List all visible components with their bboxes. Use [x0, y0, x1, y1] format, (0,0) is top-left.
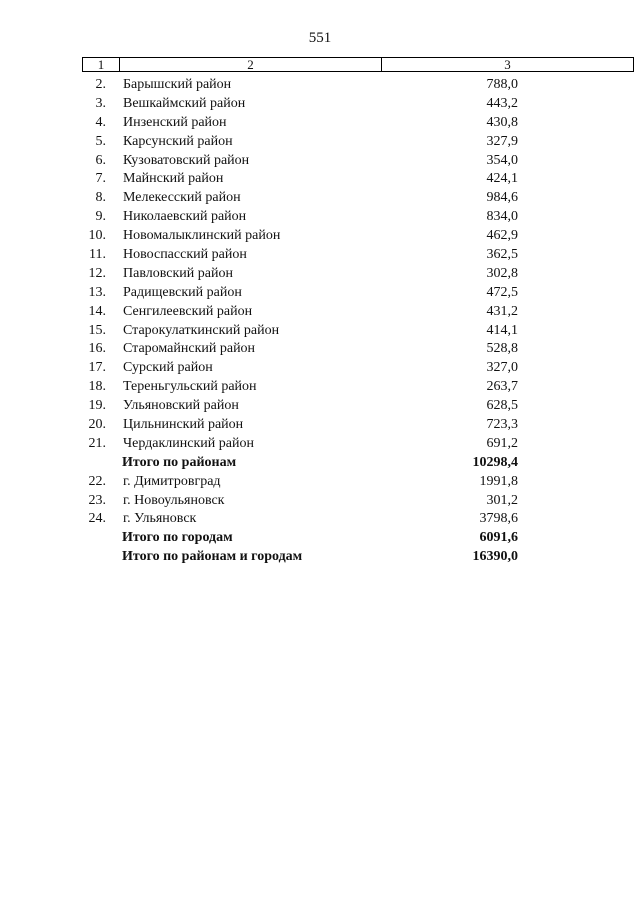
row-value: 6091,6	[479, 530, 518, 546]
total-row	[82, 529, 634, 548]
row-number: 19.	[88, 398, 106, 414]
row-name: Старомайнский район	[123, 341, 256, 357]
row-number: 5.	[95, 133, 106, 149]
row-number: 8.	[95, 190, 106, 206]
row-value: 302,8	[486, 265, 518, 281]
row-value: 1991,8	[479, 473, 518, 489]
row-name: Итого по районам	[122, 454, 237, 470]
row-number: 9.	[95, 209, 106, 225]
row-value: 263,7	[486, 379, 518, 395]
row-value: 984,6	[486, 190, 518, 206]
table-body	[82, 76, 634, 567]
row-value: 3798,6	[479, 511, 518, 527]
table-row	[82, 265, 634, 284]
row-value: 431,2	[486, 303, 518, 319]
row-number: 17.	[88, 360, 106, 376]
row-name: Сурский район	[123, 360, 213, 376]
row-number: 16.	[88, 341, 106, 357]
row-name: Кузоватовский район	[123, 152, 250, 168]
table-row	[82, 76, 634, 95]
row-name: Ульяновский район	[123, 398, 239, 414]
row-value: 788,0	[486, 77, 518, 92]
table-row	[82, 435, 634, 454]
row-value: 414,1	[486, 322, 518, 338]
row-value: 301,2	[486, 492, 518, 508]
row-number: 20.	[88, 417, 106, 433]
row-value: 362,5	[486, 247, 518, 263]
row-name: Николаевский район	[123, 209, 247, 225]
row-name: Старокулаткинский район	[123, 322, 280, 338]
row-value: 327,0	[486, 360, 518, 376]
row-value: 10298,4	[472, 454, 518, 470]
row-number: 21.	[88, 435, 106, 451]
table-row	[82, 133, 634, 152]
row-name: Новомалыклинский район	[123, 228, 281, 244]
table-row	[82, 322, 634, 341]
row-name: г. Димитровград	[123, 473, 221, 489]
row-number: 4.	[95, 114, 106, 130]
header-column-2: 2	[120, 58, 382, 71]
table-row	[82, 95, 634, 114]
row-name: Сенгилеевский район	[123, 303, 253, 319]
row-name: Вешкаймский район	[123, 95, 246, 111]
row-number: 23.	[88, 492, 106, 508]
row-name: Барышский район	[123, 77, 232, 92]
table-row	[82, 510, 634, 529]
row-number: 6.	[95, 152, 106, 168]
header-column-1: 1	[83, 58, 120, 71]
row-name: г. Новоульяновск	[123, 492, 225, 508]
table-header	[82, 57, 634, 72]
table-row	[82, 397, 634, 416]
row-number: 2.	[95, 77, 106, 92]
row-value: 327,9	[486, 133, 518, 149]
row-name: Мелекесский район	[123, 190, 241, 206]
table-row	[82, 189, 634, 208]
row-number: 13.	[88, 284, 106, 300]
row-number: 22.	[88, 473, 106, 489]
table-row	[82, 170, 634, 189]
row-number: 15.	[88, 322, 106, 338]
row-number: 18.	[88, 379, 106, 395]
row-name: Инзенский район	[123, 114, 227, 130]
row-number: 24.	[88, 511, 106, 527]
row-value: 628,5	[486, 398, 518, 414]
row-value: 462,9	[486, 228, 518, 244]
total-row	[82, 548, 634, 567]
table-row	[82, 303, 634, 322]
row-value: 691,2	[486, 435, 518, 451]
row-name: г. Ульяновск	[123, 511, 197, 527]
page-number: 551	[308, 30, 332, 46]
table-row	[82, 246, 634, 265]
table-row	[82, 284, 634, 303]
table-row	[82, 359, 634, 378]
table-row	[82, 378, 634, 397]
row-name: Новоспасский район	[123, 247, 247, 263]
row-name: Итого по районам и городам	[122, 549, 303, 565]
row-name: Карсунский район	[123, 133, 233, 149]
row-value: 834,0	[486, 209, 518, 225]
row-value: 528,8	[486, 341, 518, 357]
table-row	[82, 114, 634, 133]
header-column-3: 3	[504, 57, 511, 72]
row-value: 443,2	[486, 95, 518, 111]
row-value: 472,5	[486, 284, 518, 300]
table-row	[82, 227, 634, 246]
row-number: 3.	[95, 95, 106, 111]
row-name: Тереньгульский район	[123, 379, 257, 395]
table-row	[82, 208, 634, 227]
table-row	[82, 416, 634, 435]
row-value: 354,0	[486, 152, 518, 168]
row-value: 424,1	[486, 171, 518, 187]
row-number: 11.	[89, 247, 106, 263]
table-row	[82, 340, 634, 359]
row-name: Цильнинский район	[123, 417, 244, 433]
row-value: 16390,0	[472, 549, 518, 565]
row-name: Радищевский район	[123, 284, 242, 300]
table-row	[82, 492, 634, 511]
row-number: 7.	[95, 171, 106, 187]
row-name: Павловский район	[123, 265, 233, 281]
row-name: Майнский район	[123, 171, 224, 187]
row-value: 430,8	[486, 114, 518, 130]
row-value: 723,3	[486, 417, 518, 433]
row-name: Чердаклинский район	[123, 435, 254, 451]
row-number: 10.	[88, 228, 106, 244]
table-row	[82, 473, 634, 492]
total-row	[82, 454, 634, 473]
row-name: Итого по городам	[122, 530, 233, 546]
row-number: 12.	[88, 265, 106, 281]
table-row	[82, 152, 634, 171]
row-number: 14.	[88, 303, 106, 319]
